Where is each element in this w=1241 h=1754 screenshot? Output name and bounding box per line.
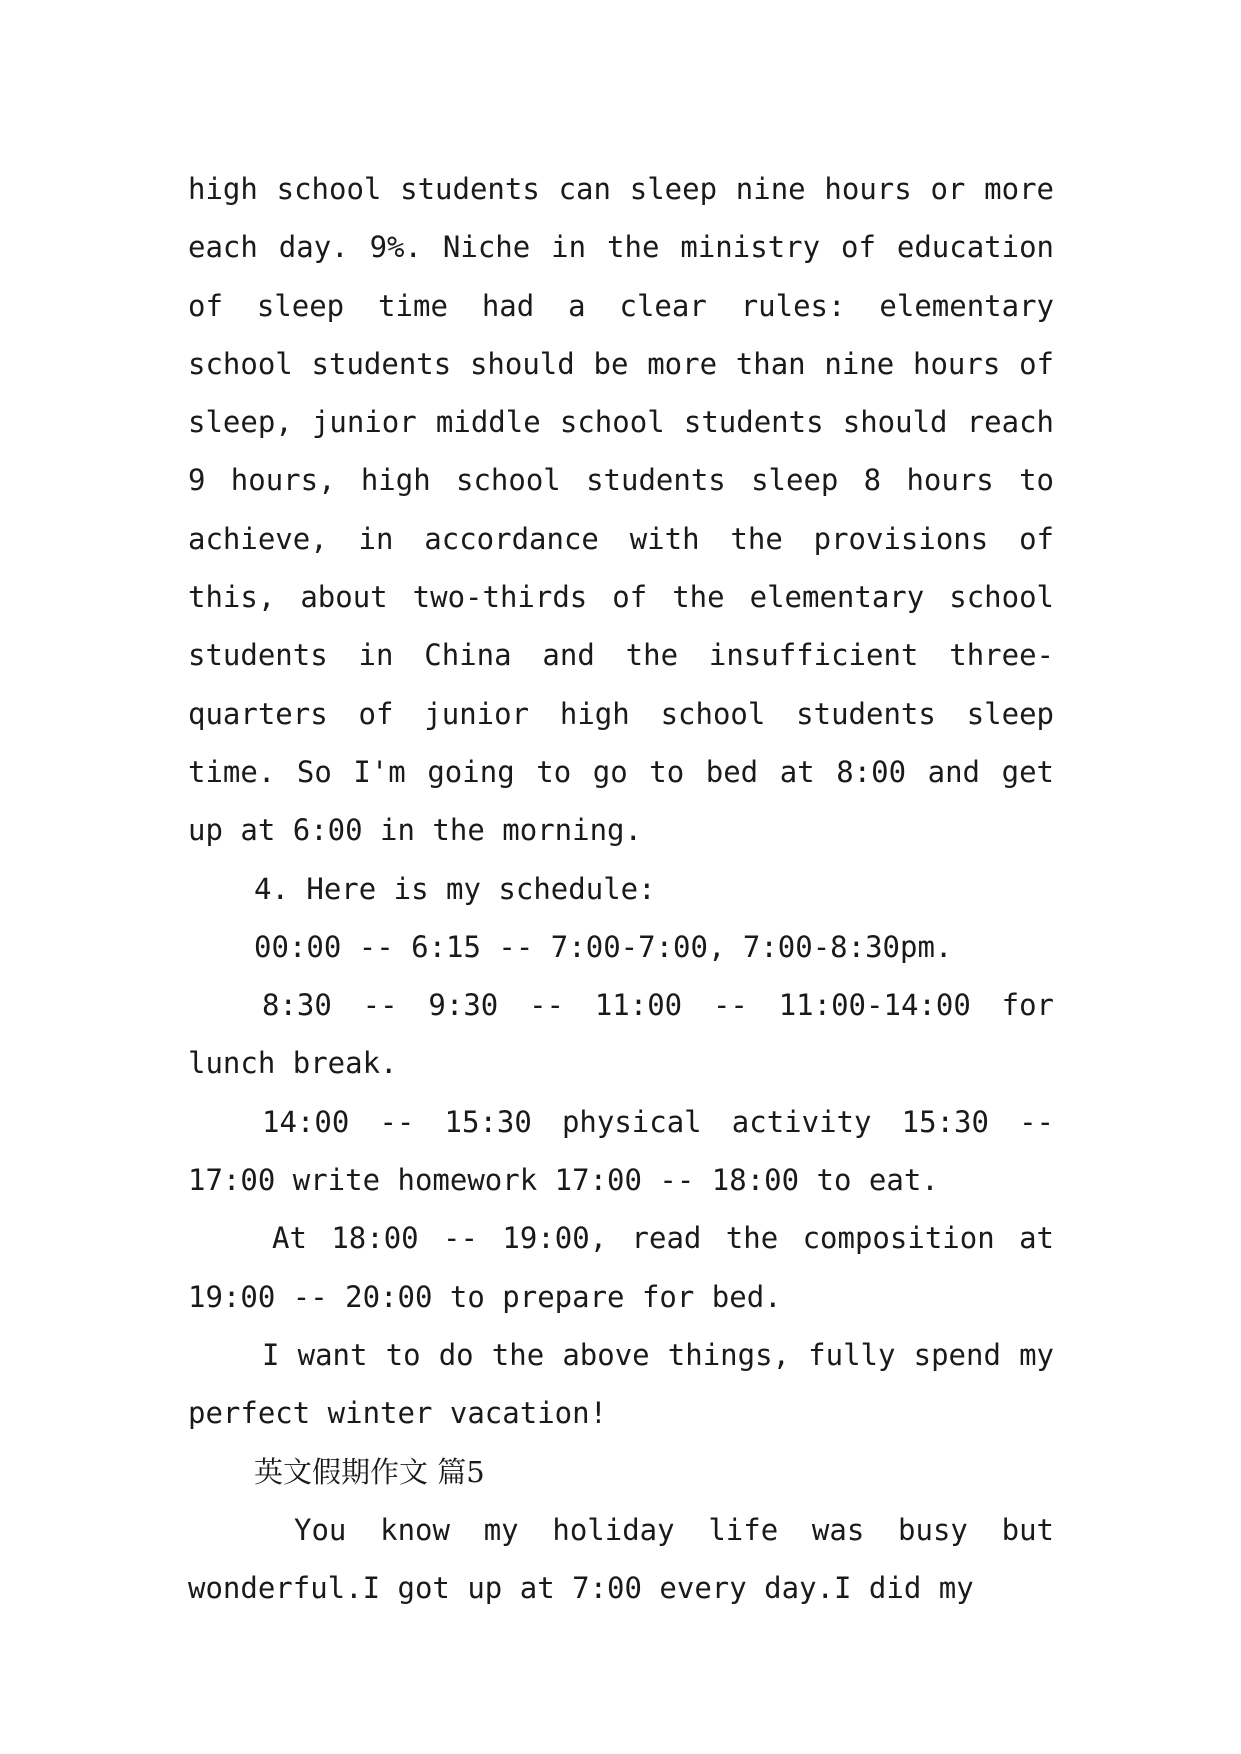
paragraph-sleep-time: high school students can sleep nine hours or more each day. 9%. Niche in the ministry of education of sleep time had a clear rules: elementary school students should be more than nine hours of sleep, junior middle school students should reach 9 hours, high school students sleep 8 hours to achieve, in accordance with the provisions of this, about two-thirds of the elementary school students in China and the insufficient three-quarters of junior high school students sleep time. So I'm going to go to bed at 8:00 and get up at 6:00 in the morning. xyxy=(188,172,1054,848)
paragraph-schedule-morning: 00:00 -- 6:15 -- 7:00-7:00, 7:00-8:30pm. xyxy=(254,929,953,964)
paragraph-schedule-evening: At 18:00 -- 19:00, read the composition at 19:00 -- 20:00 to prepare for bed. xyxy=(188,1221,1054,1314)
paragraph-conclusion: I want to do the above things, fully spend my perfect winter vacation! xyxy=(188,1337,1054,1431)
document-body xyxy=(188,160,1054,1617)
paragraph-schedule-lunch: 8:30 -- 9:30 -- 11:00 -- 11:00-14:00 for lunch break. xyxy=(188,988,1054,1081)
section-heading: 英文假期作文 篇5 xyxy=(254,1454,485,1489)
paragraph-schedule-afternoon: 14:00 -- 15:30 physical activity 15:30 -- 17:00 write homework 17:00 -- 18:00 to eat. xyxy=(188,1104,1054,1198)
paragraph-holiday-life: You know my holiday life was busy but wonderful.I got up at 7:00 every day.I did my xyxy=(188,1512,1054,1606)
paragraph-schedule-intro: 4. Here is my schedule: xyxy=(254,871,656,906)
